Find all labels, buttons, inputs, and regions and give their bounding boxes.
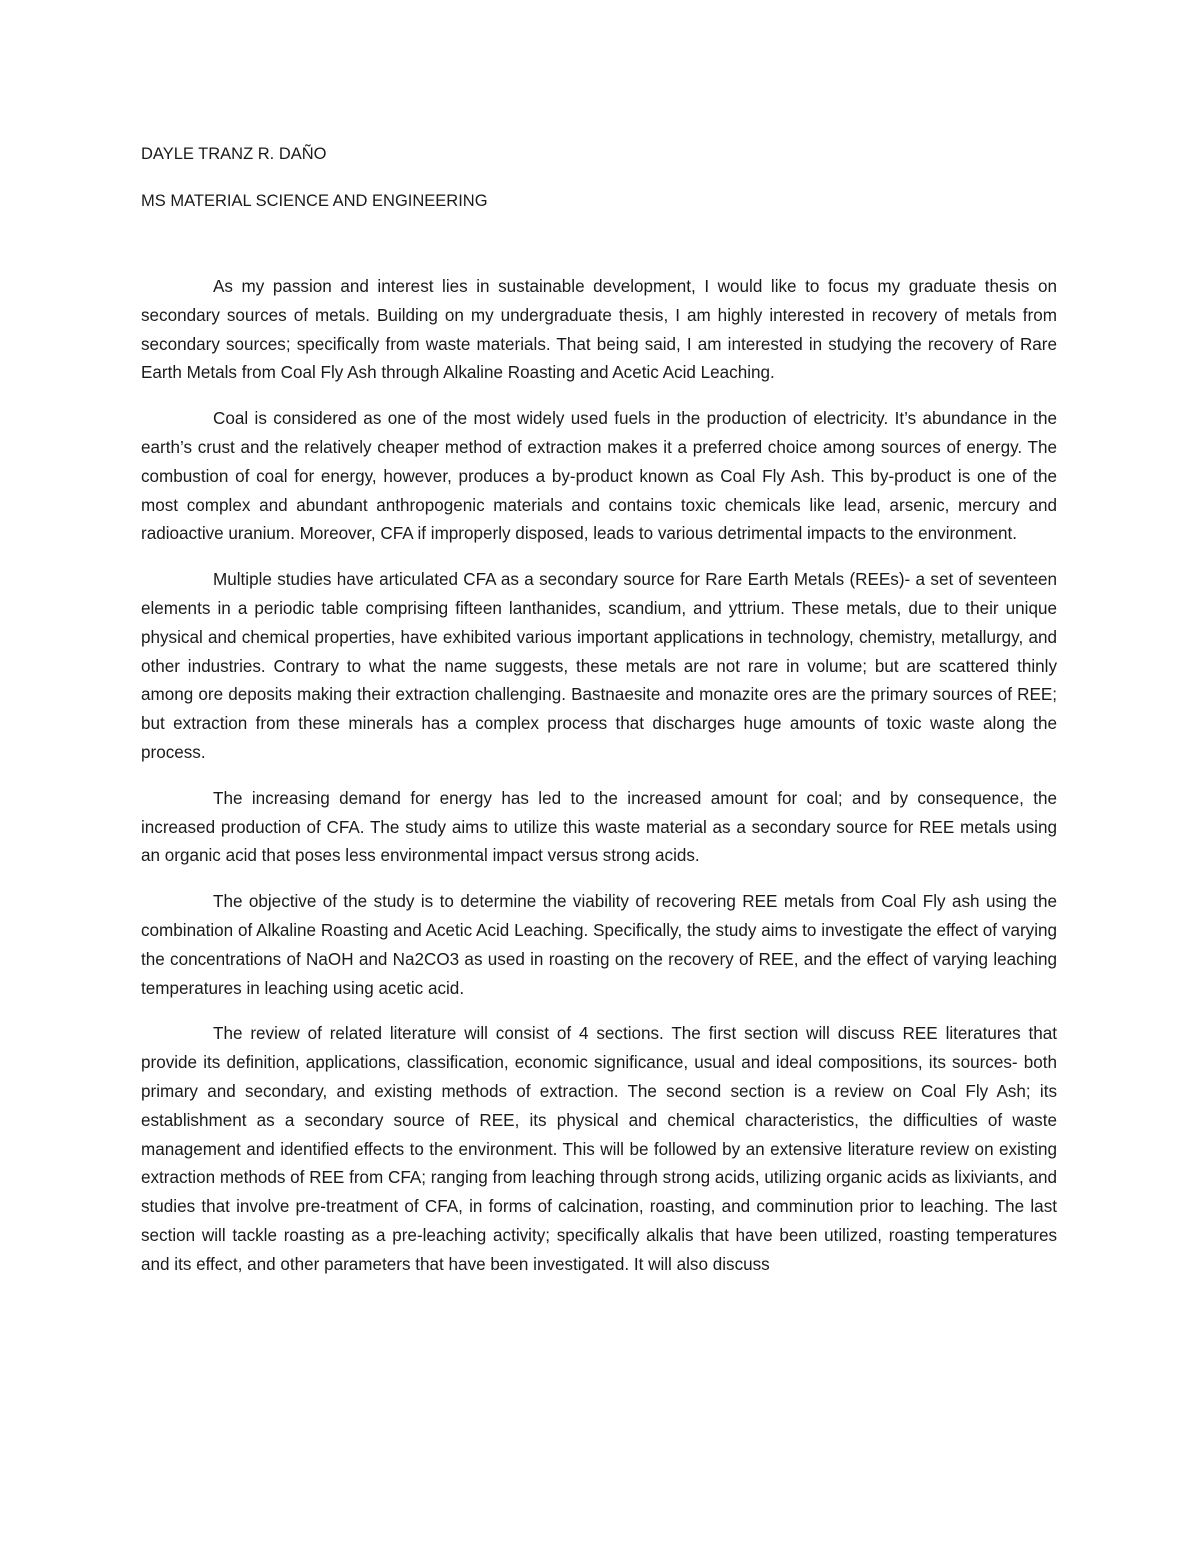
document-page — [141, 140, 1057, 1280]
paragraph-intro: As my passion and interest lies in sustainable development, I would like to focus my graduate thesis on secondary sources of metals. Building on my undergraduate thesis, I am highly interested in recovery of metals from secondary sources; specifically from waste materials. That being said, I am interested in studying the recovery of Rare Earth Metals from Coal Fly Ash through Alkaline Roasting and Acetic Acid Leaching. — [141, 277, 1057, 383]
author-name: DAYLE TRANZ R. DAÑO — [141, 145, 327, 163]
degree-program: MS MATERIAL SCIENCE AND ENGINEERING — [141, 192, 488, 210]
paragraph-demand: The increasing demand for energy has led to the increased amount for coal; and by consequence, the increased production of CFA. The study aims to utilize this waste material as a secondary source for REE metals using an organic acid that poses less environmental impact versus strong acids. — [141, 788, 1057, 866]
paragraph-ree: Multiple studies have articulated CFA as a secondary source for Rare Earth Metals (REEs)- a set of seventeen elements in a periodic table comprising fifteen lanthanides, scandium, and yttrium. These metals, due to their unique physical and chemical properties, have exhibited various important applications in technology, chemistry, metallurgy, and other industries. Contrary to what the name suggests, these metals are not rare in volume; but are scattered thinly among ore deposits making their extraction challenging. Bastnaesite and monazite ores are the primary sources of REE; but extraction from these minerals has a complex process that discharges huge amounts of toxic waste along the process. — [141, 570, 1057, 762]
paragraph-literature-review: The review of related literature will consist of 4 sections. The first section will discuss REE literatures that provide its definition, applications, classification, economic significance, usual and ideal compositions, its sources- both primary and secondary, and existing methods of extraction. The second section is a review on Coal Fly Ash; its establishment as a secondary source of REE, its physical and chemical characteristics, the difficulties of waste management and identified effects to the environment. This will be followed by an extensive literature review on existing extraction methods of REE from CFA; ranging from leaching through strong acids, utilizing organic acids as lixiviants, and studies that involve pre-treatment of CFA, in forms of calcination, roasting, and comminution prior to leaching. The last section will tackle roasting as a pre-leaching activity; specifically alkalis that have been utilized, roasting temperatures and its effect, and other parameters that have been investigated. It will also discuss — [141, 1024, 1057, 1274]
paragraph-objective: The objective of the study is to determine the viability of recovering REE metals from Coal Fly ash using the combination of Alkaline Roasting and Acetic Acid Leaching. Specifically, the study aims to investigate the effect of varying the concentrations of NaOH and Na2CO3 as used in roasting on the recovery of REE, and the effect of varying leaching temperatures in leaching using acetic acid. — [141, 892, 1057, 998]
paragraph-coal: Coal is considered as one of the most widely used fuels in the production of electricity. It’s abundance in the earth’s crust and the relatively cheaper method of extraction makes it a preferred choice among sources of energy. The combustion of coal for energy, however, produces a by-product known as Coal Fly Ash. This by-product is one of the most complex and abundant anthropogenic materials and contains toxic chemicals like lead, arsenic, mercury and radioactive uranium. Moreover, CFA if improperly disposed, leads to various detrimental impacts to the environment. — [141, 409, 1057, 544]
